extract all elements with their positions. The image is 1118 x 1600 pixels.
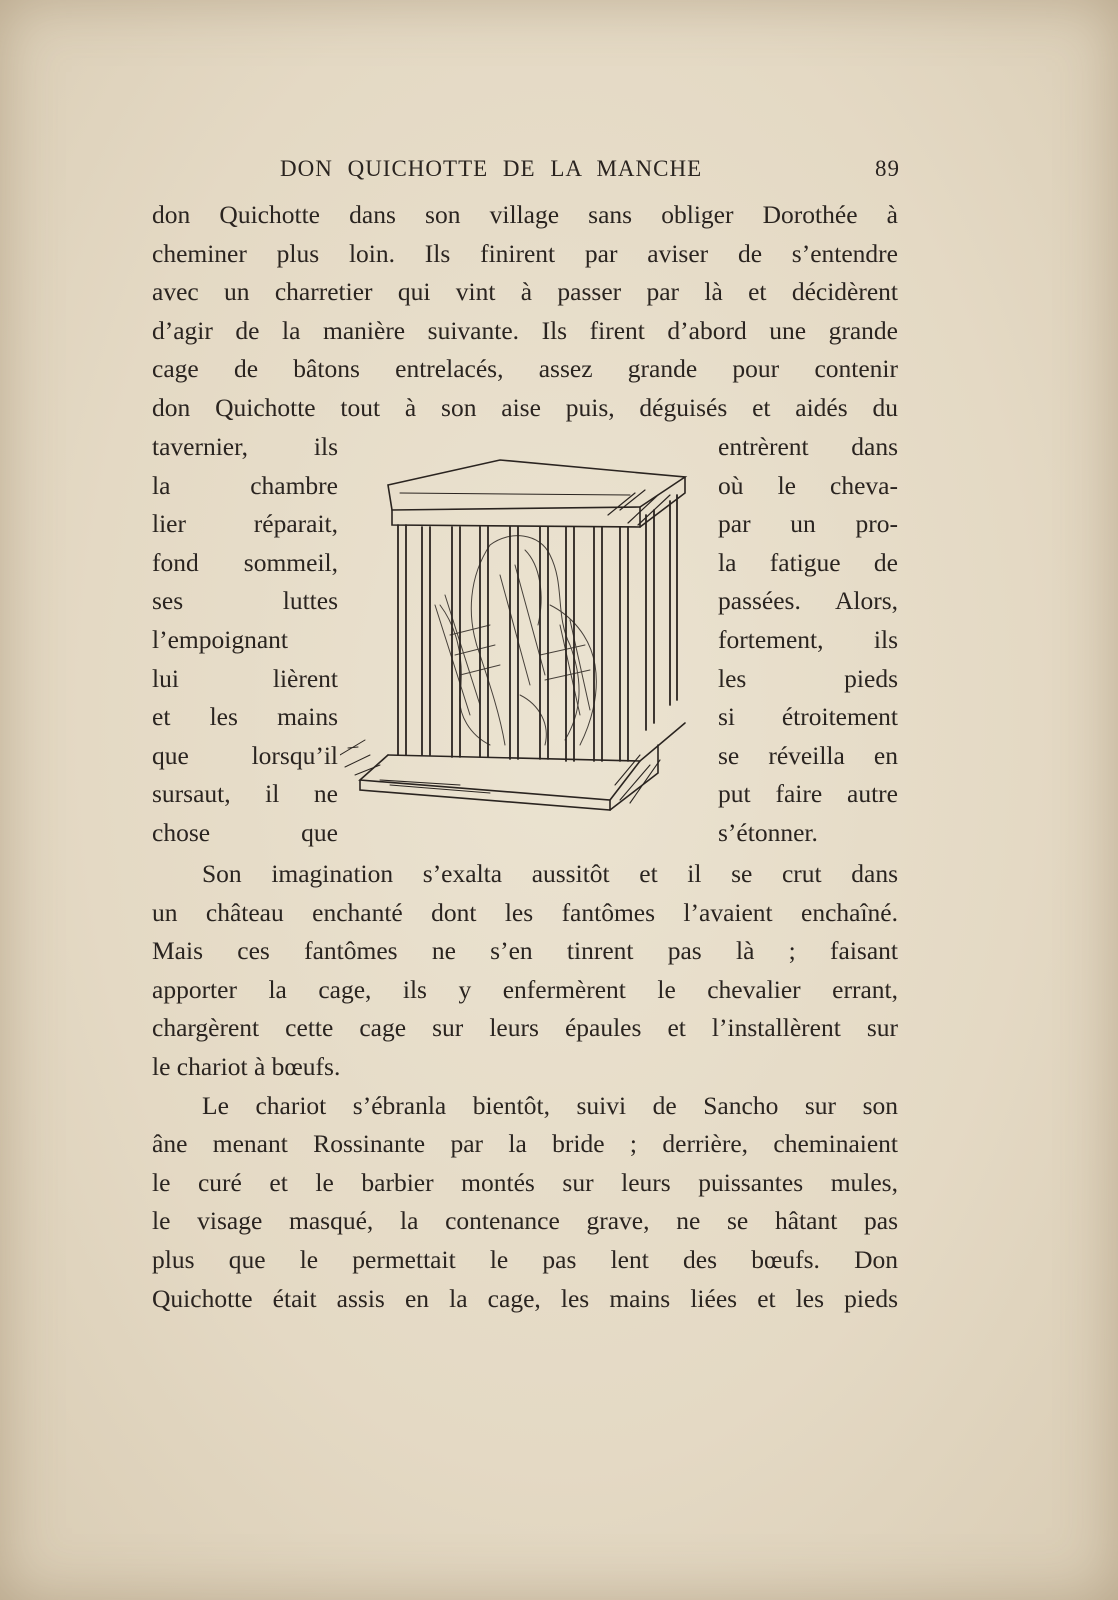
text-line: âne menant Rossinante par la bride ; derrière, cheminaient <box>152 1129 898 1159</box>
text-line: entrèrent dans <box>718 432 898 461</box>
text-line: ses luttes <box>152 586 338 616</box>
body-paragraphs <box>152 855 898 1318</box>
text-line: Mais ces fantômes ne s’en tinrent pas là ; faisant <box>152 936 898 966</box>
paragraph <box>152 1087 898 1319</box>
text-line: d’agir de la manière suivante. Ils firent d’abord une grande <box>152 315 898 345</box>
text-line: les pieds <box>718 663 898 693</box>
text-line: don Quichotte tout à son aise puis, déguisés et aidés du <box>152 392 898 422</box>
text-line: la chambre <box>152 470 338 500</box>
text-line: cheminer plus loin. Ils finirent par aviser de s’entendre <box>152 238 898 268</box>
text-line: tavernier, ils <box>152 432 338 461</box>
text-line: par un pro- <box>718 509 898 539</box>
text-line: lui lièrent <box>152 663 338 693</box>
text-line: don Quichotte dans son village sans obliger Dorothée à <box>152 200 898 229</box>
text-line: chose que <box>152 817 338 847</box>
text-line: lier réparait, <box>152 509 338 539</box>
text-line: avec un charretier qui vint à passer par là et décidèrent <box>152 277 898 307</box>
text-line: sursaut, il ne <box>152 779 338 809</box>
text-line: apporter la cage, ils y enfermèrent le chevalier errant, <box>152 974 898 1004</box>
text-line: le chariot à bœufs. <box>152 1051 341 1081</box>
opening-paragraph <box>152 196 898 428</box>
running-title: DON QUICHOTTE DE LA MANCHE <box>280 156 703 181</box>
wrapped-text-right-column <box>718 428 898 853</box>
text-line: un château enchanté dont les fantômes l’avaient enchaîné. <box>152 897 898 927</box>
text-line: put faire autre <box>718 779 898 809</box>
text-line: plus que le permettait le pas lent des bœufs. Don <box>152 1244 898 1274</box>
page-number: 89 <box>875 156 900 181</box>
text-line: s’étonner. <box>718 817 818 847</box>
text-line: que lorsqu’il <box>152 740 338 770</box>
cage-illustration <box>340 455 710 845</box>
text-line: se réveilla en <box>718 740 898 770</box>
text-line: si étroitement <box>718 702 898 732</box>
text-line: Son imagination s’exalta aussitôt et il se crut dans <box>202 859 898 888</box>
text-line: l’empoignant <box>152 624 288 654</box>
text-line: la fatigue de <box>718 547 898 577</box>
text-line: le visage masqué, la contenance grave, ne se hâtant pas <box>152 1206 898 1236</box>
paragraph <box>152 855 898 1087</box>
text-line: et les mains <box>152 702 338 732</box>
text-line: Le chariot s’ébranla bientôt, suivi de Sancho sur son <box>202 1090 898 1120</box>
wrapped-text-left-column <box>152 428 338 853</box>
text-line: le curé et le barbier montés sur leurs puissantes mules, <box>152 1167 898 1197</box>
text-line: cage de bâtons entrelacés, assez grande pour contenir <box>152 354 898 384</box>
text-line: fortement, ils <box>718 624 898 654</box>
text-line: Quichotte était assis en la cage, les mains liées et les pieds <box>152 1283 898 1313</box>
text-line: passées. Alors, <box>718 586 898 616</box>
text-line: où le cheva- <box>718 470 898 500</box>
text-line: fond sommeil, <box>152 547 338 577</box>
text-line: chargèrent cette cage sur leurs épaules et l’installèrent sur <box>152 1013 898 1043</box>
